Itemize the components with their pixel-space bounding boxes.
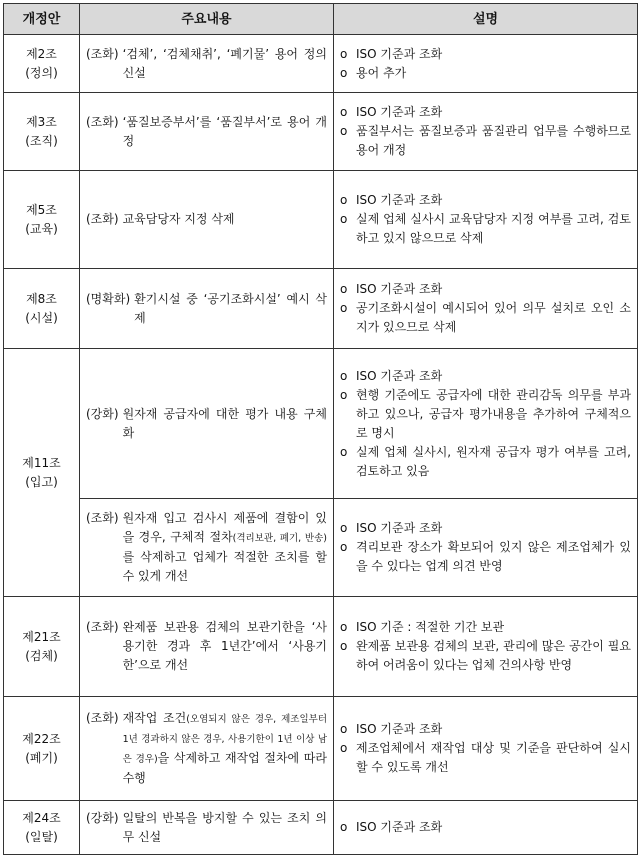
content-cell: (조화) ‘품질보증부서’를 ‘품질부서’로 용어 개정 (80, 93, 334, 171)
article-cell: 제2조 (정의) (4, 35, 80, 93)
content-cell: (명확화) 환기시설 중 ‘공기조화시설’ 예시 삭제 (80, 269, 334, 349)
revision-table (3, 3, 638, 855)
header-content: 주요내용 (80, 4, 334, 35)
description-cell: o ISO 기준과 조화 o 격리보관 장소가 확보되어 있지 않은 제조업체가 있을 수 있다는 업계 의견 반영 (334, 499, 638, 597)
description-cell: o ISO 기준과 조화 o 공기조화시설이 예시되어 있어 의무 설치로 오인 소지가 있으므로 삭제 (334, 269, 638, 349)
bullet-marker: o (340, 639, 348, 653)
header-article: 개정안 (4, 4, 80, 35)
article-cell: 제21조 (검체) (4, 597, 80, 697)
change-type-tag: (조화) (86, 511, 119, 525)
table-row (4, 93, 638, 171)
bullet-marker: o (340, 46, 348, 61)
bullet-marker: o (340, 282, 348, 296)
bullet-marker: o (340, 124, 348, 138)
content-cell: (조화) 재작업 조건(오염되지 않은 경우, 제조일부터 1년 경과하지 않은 경우, 사용기한이 1년 이상 남은 경우)을 삭제하고 재작업 절차에 따라 수행 (80, 697, 334, 801)
article-cell: 제3조 (조직) (4, 93, 80, 171)
bullet-marker: o (340, 301, 348, 315)
change-type-tag: (조화) (86, 114, 119, 129)
content-cell: (조화) 원자재 입고 검사시 제품에 결함이 있을 경우, 구체적 절차(격리보관, 폐기, 반송)를 삭제하고 업체가 적절한 조치를 할 수 있게 개선 (80, 499, 334, 597)
table-row (4, 269, 638, 349)
table-row (4, 171, 638, 269)
change-type-tag: (강화) (86, 810, 119, 825)
table-row (4, 801, 638, 855)
bullet-marker: o (340, 193, 348, 207)
article-cell: 제22조 (폐기) (4, 697, 80, 801)
bullet-marker: o (340, 521, 348, 535)
article-cell: 제5조 (교육) (4, 171, 80, 269)
content-cell: (강화) 일탈의 반복을 방지할 수 있는 조치 의무 신설 (80, 801, 334, 855)
description-cell: o ISO 기준과 조화 o 제조업체에서 재작업 대상 및 기준을 판단하여 실시할 수 있도록 개선 (334, 697, 638, 801)
header-description: 설명 (334, 4, 638, 35)
article-cell: 제11조 (입고) (4, 349, 80, 597)
content-cell: (조화) 완제품 보관용 검체의 보관기한을 ‘사용기한 경과 후 1년간’에서 ‘사용기한’으로 개선 (80, 597, 334, 697)
table-row (4, 35, 638, 93)
description-cell: o ISO 기준과 조화 o 실제 업체 실사시 교육담당자 지정 여부를 고려, 검토하고 있지 않으므로 삭제 (334, 171, 638, 269)
change-type-tag: (조화) (86, 620, 119, 634)
table-row (4, 697, 638, 801)
content-cell: (조화) ‘검체’, ‘검체채취’, ‘폐기물’ 용어 정의 신설 (80, 35, 334, 93)
description-cell: o ISO 기준과 조화 o 품질부서는 품질보증과 품질관리 업무를 수행하므로 용어 개정 (334, 93, 638, 171)
table-row (4, 597, 638, 697)
description-cell: o ISO 기준과 조화 o 용어 추가 (334, 35, 638, 93)
description-cell: o ISO 기준과 조화 (334, 801, 638, 855)
bullet-marker: o (340, 741, 348, 755)
change-type-tag: (강화) (86, 406, 119, 421)
table-row (4, 499, 638, 597)
article-cell: 제24조 (일탈) (4, 801, 80, 855)
bullet-marker: o (340, 387, 348, 402)
change-type-tag: (조화) (86, 46, 119, 61)
bullet-marker: o (340, 820, 348, 834)
bullet-marker: o (340, 212, 348, 226)
table-row (4, 349, 638, 499)
change-type-tag: (조화) (86, 212, 119, 226)
bullet-marker: o (340, 105, 348, 119)
content-cell: (조화) 교육담당자 지정 삭제 (80, 171, 334, 269)
article-cell: 제8조 (시설) (4, 269, 80, 349)
change-type-tag: (조화) (86, 711, 119, 725)
table-header-row (4, 4, 638, 35)
content-cell: (강화) 원자재 공급자에 대한 평가 내용 구체화 (80, 349, 334, 499)
bullet-marker: o (340, 722, 348, 736)
change-type-tag: (명확화) (86, 291, 131, 306)
bullet-marker: o (340, 540, 348, 554)
description-cell: o ISO 기준 : 적절한 기간 보관 o 완제품 보관용 검체의 보관, 관리에 많은 공간이 필요하여 어려움이 있다는 업체 건의사항 반영 (334, 597, 638, 697)
description-cell: o ISO 기준과 조화 o 현행 기준에도 공급자에 대한 관리감독 의무를 부과하고 있으나, 공급자 평가내용을 추가하여 구체적으로 명시 o 실제 업체 실사시, 원자재 공급자 평가 여부를 고려, 검토하고 있음 (334, 349, 638, 499)
bullet-marker: o (340, 444, 348, 459)
bullet-marker: o (340, 65, 348, 80)
bullet-marker: o (340, 368, 348, 383)
bullet-marker: o (340, 620, 348, 634)
